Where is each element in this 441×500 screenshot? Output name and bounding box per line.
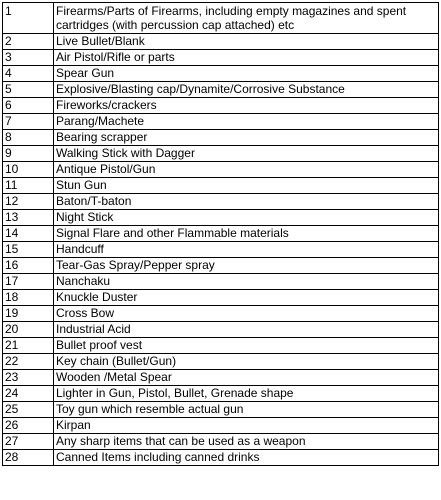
- table-row: [3, 258, 439, 274]
- row-number-cell: 14: [3, 226, 54, 242]
- item-description-cell: Key chain (Bullet/Gun): [54, 354, 439, 370]
- row-number-cell: 27: [3, 434, 54, 450]
- table-row: [3, 3, 439, 34]
- table-row: [3, 338, 439, 354]
- row-number-cell: 18: [3, 290, 54, 306]
- item-description-cell: Cross Bow: [54, 306, 439, 322]
- row-number-cell: 9: [3, 146, 54, 162]
- item-description-cell: Stun Gun: [54, 178, 439, 194]
- table-row: [3, 290, 439, 306]
- item-description-cell: Walking Stick with Dagger: [54, 146, 439, 162]
- item-description-cell: Fireworks/crackers: [54, 98, 439, 114]
- table-row: [3, 210, 439, 226]
- row-number-cell: 24: [3, 386, 54, 402]
- row-number-cell: 23: [3, 370, 54, 386]
- item-description-cell: Signal Flare and other Flammable materials: [54, 226, 439, 242]
- table-row: [3, 418, 439, 434]
- item-description-cell: Canned Items including canned drinks: [54, 450, 439, 466]
- row-number-cell: 15: [3, 242, 54, 258]
- table-row: [3, 322, 439, 338]
- prohibited-items-body: [3, 3, 439, 466]
- item-description-cell: Kirpan: [54, 418, 439, 434]
- row-number-cell: 13: [3, 210, 54, 226]
- item-description-cell: Bullet proof vest: [54, 338, 439, 354]
- table-row: [3, 402, 439, 418]
- row-number-cell: 25: [3, 402, 54, 418]
- item-description-cell: Industrial Acid: [54, 322, 439, 338]
- table-row: [3, 82, 439, 98]
- item-description-cell: Tear-Gas Spray/Pepper spray: [54, 258, 439, 274]
- row-number-cell: 20: [3, 322, 54, 338]
- item-description-cell: Night Stick: [54, 210, 439, 226]
- item-description-cell: Any sharp items that can be used as a weapon: [54, 434, 439, 450]
- table-row: [3, 450, 439, 466]
- row-number-cell: 7: [3, 114, 54, 130]
- table-row: [3, 178, 439, 194]
- row-number-cell: 2: [3, 34, 54, 50]
- prohibited-items-table: [2, 2, 439, 466]
- table-row: [3, 114, 439, 130]
- table-row: [3, 386, 439, 402]
- table-row: [3, 34, 439, 50]
- item-description-cell: Handcuff: [54, 242, 439, 258]
- row-number-cell: 5: [3, 82, 54, 98]
- item-description-cell: Knuckle Duster: [54, 290, 439, 306]
- row-number-cell: 8: [3, 130, 54, 146]
- item-description-cell: Antique Pistol/Gun: [54, 162, 439, 178]
- row-number-cell: 17: [3, 274, 54, 290]
- item-description-cell: Parang/Machete: [54, 114, 439, 130]
- row-number-cell: 28: [3, 450, 54, 466]
- row-number-cell: 19: [3, 306, 54, 322]
- item-description-cell: Explosive/Blasting cap/Dynamite/Corrosive Substance: [54, 82, 439, 98]
- table-row: [3, 162, 439, 178]
- table-row: [3, 50, 439, 66]
- row-number-cell: 11: [3, 178, 54, 194]
- item-description-cell: Firearms/Parts of Firearms, including empty magazines and spent cartridges (with percussion cap attached) etc: [54, 3, 439, 34]
- row-number-cell: 16: [3, 258, 54, 274]
- row-number-cell: 10: [3, 162, 54, 178]
- row-number-cell: 6: [3, 98, 54, 114]
- item-description-cell: Bearing scrapper: [54, 130, 439, 146]
- table-row: [3, 226, 439, 242]
- table-row: [3, 98, 439, 114]
- item-description-cell: Baton/T-baton: [54, 194, 439, 210]
- table-row: [3, 146, 439, 162]
- row-number-cell: 4: [3, 66, 54, 82]
- item-description-cell: Live Bullet/Blank: [54, 34, 439, 50]
- item-description-cell: Air Pistol/Rifle or parts: [54, 50, 439, 66]
- table-row: [3, 370, 439, 386]
- table-row: [3, 242, 439, 258]
- item-description-cell: Lighter in Gun, Pistol, Bullet, Grenade shape: [54, 386, 439, 402]
- row-number-cell: 12: [3, 194, 54, 210]
- table-row: [3, 274, 439, 290]
- row-number-cell: 1: [3, 3, 54, 34]
- item-description-cell: Toy gun which resemble actual gun: [54, 402, 439, 418]
- table-row: [3, 194, 439, 210]
- row-number-cell: 26: [3, 418, 54, 434]
- row-number-cell: 21: [3, 338, 54, 354]
- item-description-cell: Nanchaku: [54, 274, 439, 290]
- table-row: [3, 434, 439, 450]
- table-row: [3, 306, 439, 322]
- table-row: [3, 130, 439, 146]
- item-description-cell: Wooden /Metal Spear: [54, 370, 439, 386]
- table-row: [3, 66, 439, 82]
- row-number-cell: 3: [3, 50, 54, 66]
- item-description-cell: Spear Gun: [54, 66, 439, 82]
- table-row: [3, 354, 439, 370]
- row-number-cell: 22: [3, 354, 54, 370]
